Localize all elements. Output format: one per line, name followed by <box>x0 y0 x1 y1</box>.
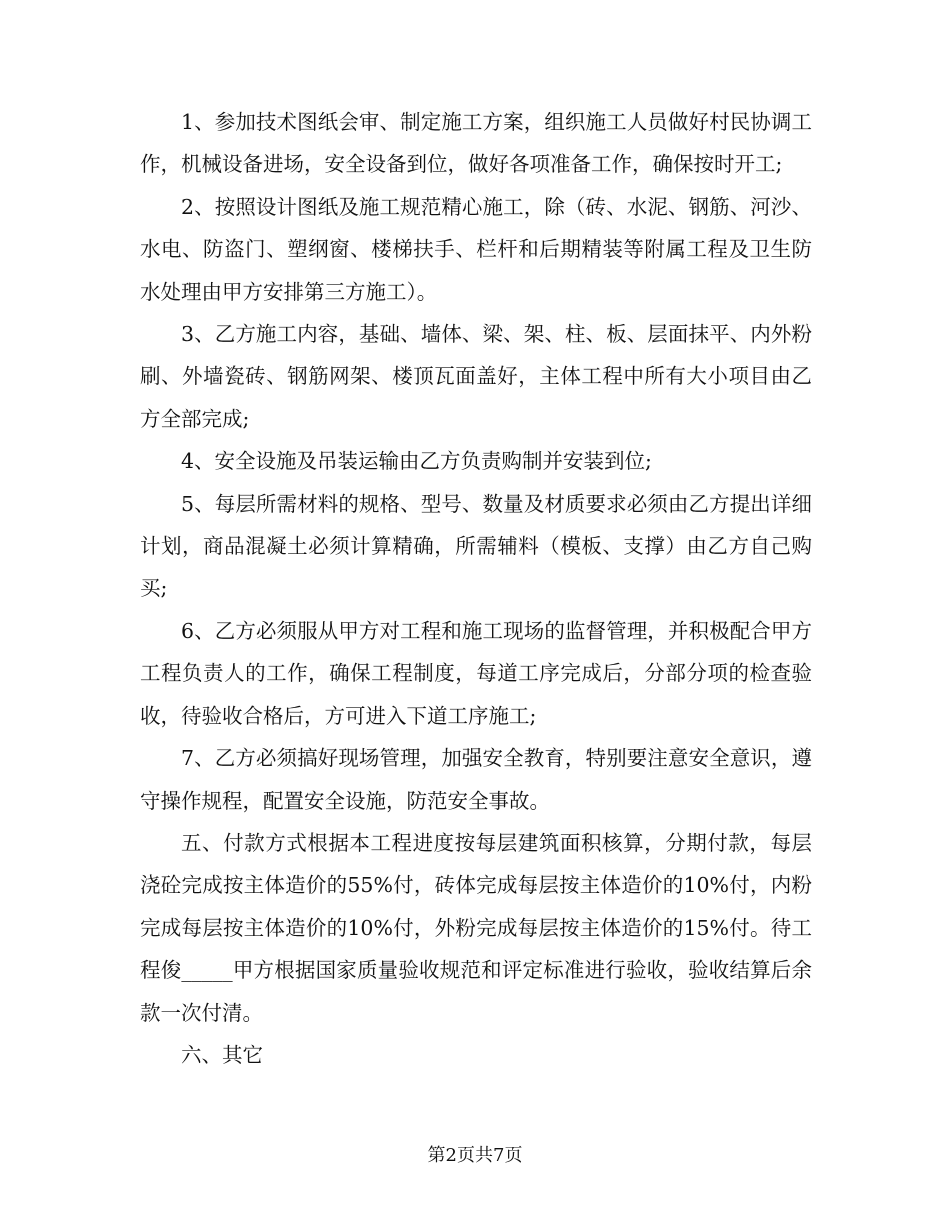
paragraph-item-1: 1、参加技术图纸会审、制定施工方案，组织施工人员做好村民协调工作，机械设备进场，安全设备到位，做好各项准备工作，确保按时开工; <box>140 110 812 177</box>
payment-terms-paragraph: 五、付款方式根据本工程进度按每层建筑面积核算，分期付款，每层浇砼完成按主体造价的55%付，砖体完成每层按主体造价的10%付，内粉完成每层按主体造价的10%付，外粉完成每层按主体造价的15%付。待工程俊_____甲方根据国家质量验收规范和评定标准进行验收，验收结算后余款一次付清。 <box>140 830 812 1025</box>
paragraph-item-7: 7、乙方必须搞好现场管理，加强安全教育，特别要注意安全意识，遵守操作规程，配置安全设施，防范安全事故。 <box>140 746 812 813</box>
paragraph-item-4: 4、安全设施及吊装运输由乙方负责购制并安装到位; <box>181 449 652 474</box>
paragraph-item-3: 3、乙方施工内容，基础、墙体、梁、架、柱、板、层面抹平、内外粉刷、外墙瓷砖、钢筋网架、楼顶瓦面盖好，主体工程中所有大小项目由乙方全部完成; <box>140 322 812 431</box>
document-body <box>140 101 812 1076</box>
paragraph-item-2: 2、按照设计图纸及施工规范精心施工，除（砖、水泥、钢筋、河沙、水电、防盗门、塑纲窗、楼梯扶手、栏杆和后期精装等附属工程及卫生防水处理由甲方安排第三方施工）。 <box>140 194 812 304</box>
page-number-footer: 第2页共7页 <box>427 1145 523 1166</box>
paragraph-item-5: 5、每层所需材料的规格、型号、数量及材质要求必须由乙方提出详细计划，商品混凝土必须计算精确，所需辅料（模板、支撑）由乙方自己购买; <box>140 491 812 601</box>
paragraph-item-6: 6、乙方必须服从甲方对工程和施工现场的监督管理，并积极配合甲方工程负责人的工作，确保工程制度，每道工序完成后，分部分项的检查验收，待验收合格后，方可进入下道工序施工; <box>140 618 812 728</box>
section-heading-other: 六、其它 <box>181 1042 263 1067</box>
